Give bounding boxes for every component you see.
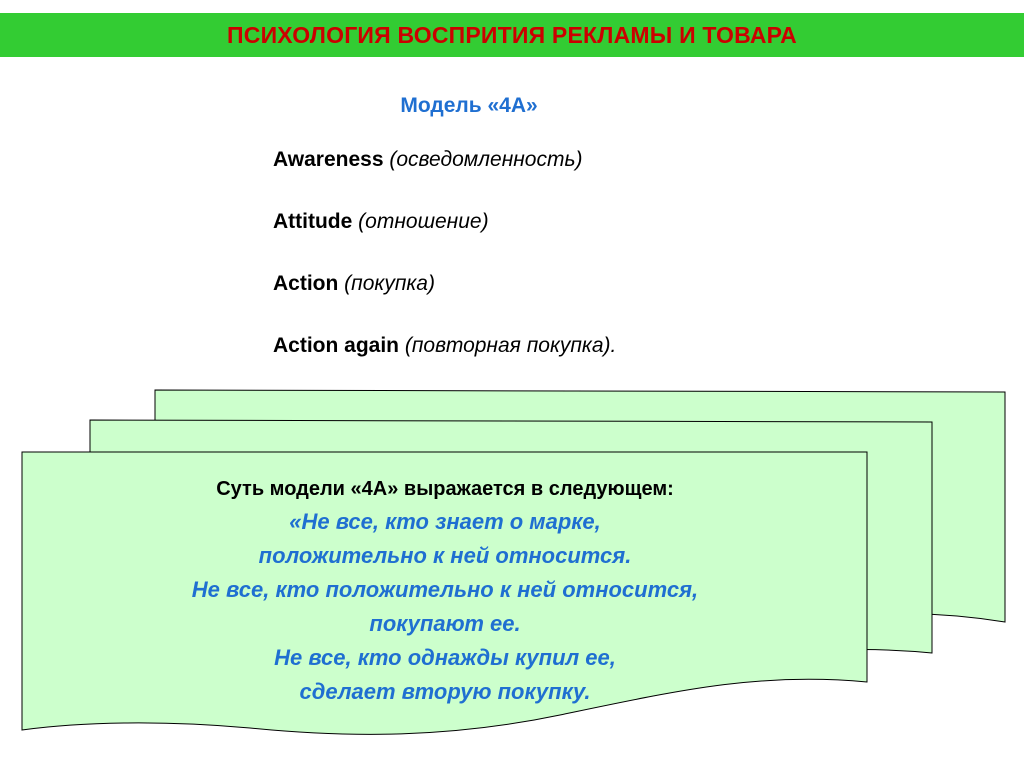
stage-term: Action again (273, 334, 400, 357)
page-title: ПСИХОЛОГИЯ ВОСПРИТИЯ РЕКЛАМЫ И ТОВАРА (227, 21, 797, 48)
quote-line: положительно к ней относится. (258, 543, 632, 568)
quote-line: «Не все, кто знает о марке, (289, 509, 601, 534)
stage-term: Awareness (273, 148, 384, 171)
card-content (22, 473, 868, 709)
stage-term: Attitude (273, 210, 353, 233)
quote-line: Не все, кто положительно к ней относится, (191, 577, 699, 602)
stage-translation: (повторная покупка). (404, 334, 617, 357)
stage-translation: (отношение) (358, 210, 489, 233)
stage-translation: (осведомленность) (389, 148, 583, 171)
quote-line: покупают ее. (369, 611, 521, 636)
model-subtitle: Модель «4А» (400, 94, 538, 117)
quote-line: сделает вторую покупку. (299, 679, 591, 704)
card-heading: Суть модели «4А» выражается в следующем: (216, 478, 674, 500)
quote-line: Не все, кто однажды купил ее, (274, 645, 616, 670)
stage-term: Action (273, 272, 339, 295)
stage-translation: (покупка) (344, 272, 435, 295)
